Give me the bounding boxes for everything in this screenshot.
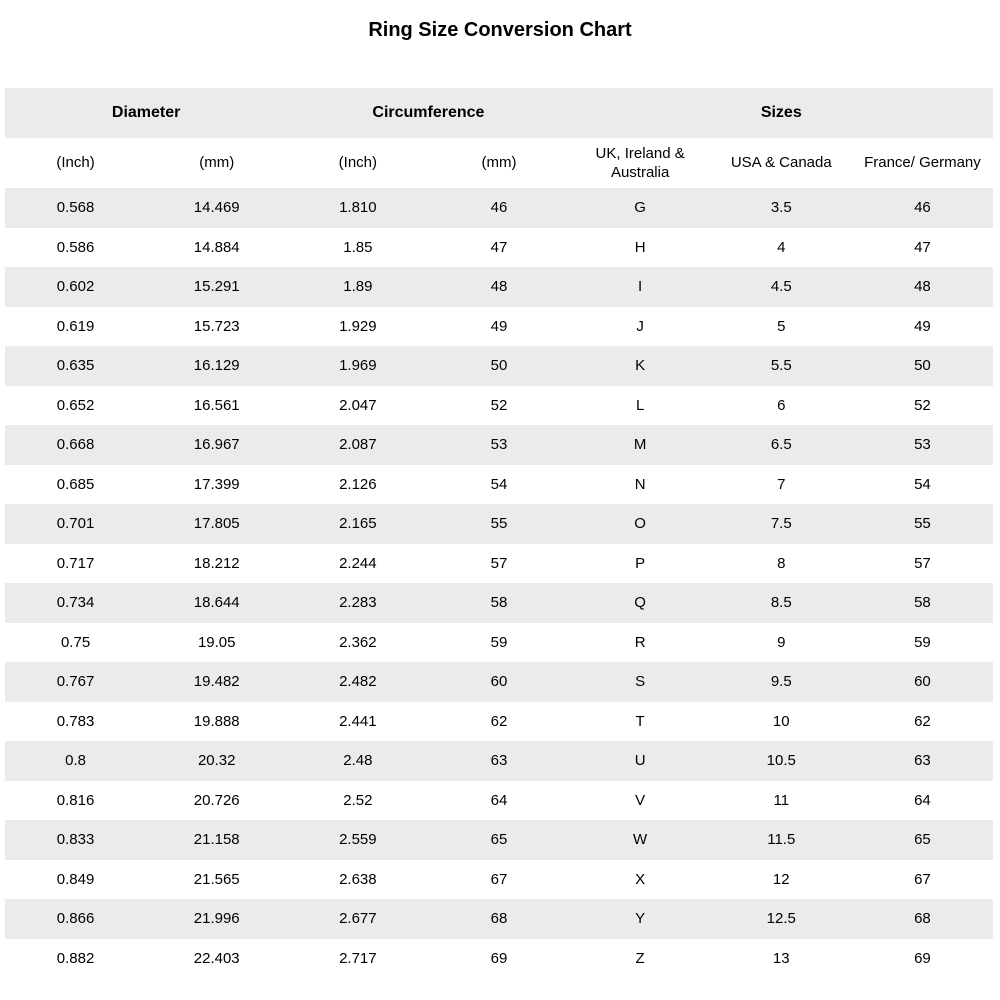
table-cell: 54: [490, 475, 508, 493]
table-cell: 19.482: [193, 673, 240, 691]
table-cell: 2.087: [339, 436, 377, 454]
table-cell: 11.5: [767, 831, 796, 849]
table-cell: 57: [914, 554, 931, 572]
page-title: Ring Size Conversion Chart: [368, 19, 632, 41]
table-cell: 0.635: [56, 357, 95, 375]
table-cell: 5: [777, 317, 786, 335]
subheader-row: [5, 138, 993, 188]
table-cell: 63: [914, 752, 931, 770]
table-cell: 65: [914, 831, 931, 849]
table-cell: 0.734: [56, 594, 95, 612]
table-cell: K: [635, 357, 646, 375]
table-cell: 68: [914, 910, 931, 928]
table-cell: U: [634, 752, 646, 770]
table-cell: 52: [490, 396, 508, 414]
table-cell: 0.668: [56, 436, 95, 454]
table-cell: 67: [490, 870, 508, 888]
table-cell: 15.723: [193, 317, 240, 335]
subheader-uk-ireland-australia: UK, Ireland & Australia: [570, 138, 711, 188]
subheader-france-germany: France/ Germany: [852, 138, 993, 188]
table-row: [5, 465, 993, 505]
table-cell: 0.586: [56, 238, 95, 256]
table-cell: 0.701: [56, 515, 95, 533]
table-row: [5, 267, 993, 307]
table-cell: 58: [490, 594, 508, 612]
table-cell: 52: [914, 396, 931, 414]
table-cell: 2.482: [339, 673, 377, 691]
table-cell: 2.52: [343, 791, 373, 809]
table-cell: 8: [777, 554, 786, 572]
table-cell: 6: [777, 396, 786, 414]
table-cell: 19.05: [197, 633, 236, 651]
table-cell: 55: [490, 515, 508, 533]
table-cell: 20.32: [197, 752, 236, 770]
table-cell: 69: [914, 949, 931, 967]
table-cell: 7.5: [770, 515, 792, 533]
table-row: [5, 860, 993, 900]
table-row: [5, 820, 993, 860]
table-cell: 2.48: [343, 752, 373, 770]
table-cell: 53: [490, 436, 508, 454]
table-cell: 2.244: [339, 554, 377, 572]
table-cell: I: [638, 278, 643, 296]
table-cell: V: [635, 791, 646, 809]
table-row: [5, 623, 993, 663]
table-cell: 2.638: [339, 870, 377, 888]
table-cell: 6.5: [770, 436, 792, 454]
subheader-usa-canada: USA & Canada: [711, 138, 852, 188]
table-cell: 10: [772, 712, 790, 730]
table-cell: 48: [490, 278, 508, 296]
table-cell: 0.833: [56, 831, 95, 849]
table-cell: 1.969: [339, 357, 377, 375]
table-cell: 0.75: [60, 633, 91, 651]
table-cell: 4: [777, 238, 786, 256]
table-cell: Q: [634, 594, 646, 612]
table-cell: 67: [914, 870, 931, 888]
table-cell: 2.362: [339, 633, 377, 651]
table-cell: 49: [914, 317, 931, 335]
table-cell: 17.399: [193, 475, 240, 493]
table-row: [5, 741, 993, 781]
table-cell: J: [636, 317, 644, 335]
table-cell: 13: [772, 949, 790, 967]
group-header-diameter: Diameter: [5, 88, 287, 138]
table-cell: 2.559: [339, 831, 377, 849]
subheader-diameter-inch: (Inch): [5, 138, 146, 188]
table-cell: O: [634, 515, 646, 533]
table-cell: 5.5: [770, 357, 792, 375]
table-cell: S: [635, 673, 646, 691]
table-cell: 0.866: [56, 910, 95, 928]
table-cell: 60: [914, 673, 931, 691]
table-cell: 1.810: [339, 199, 377, 217]
table-row: [5, 228, 993, 268]
table-cell: 7: [777, 475, 786, 493]
table-cell: W: [633, 831, 648, 849]
table-cell: 2.441: [339, 712, 377, 730]
table-row: [5, 504, 993, 544]
table-cell: 2.126: [339, 475, 377, 493]
table-cell: 2.717: [339, 949, 377, 967]
table-cell: Z: [635, 949, 645, 967]
table-cell: 0.849: [56, 870, 95, 888]
table-cell: 57: [490, 554, 508, 572]
table-cell: 0.652: [56, 396, 95, 414]
table-cell: 2.047: [339, 396, 377, 414]
table-cell: 53: [914, 436, 931, 454]
table-cell: 64: [490, 791, 508, 809]
table-row: [5, 899, 993, 939]
table-cell: 50: [490, 357, 508, 375]
table-cell: 50: [914, 357, 931, 375]
table-cell: G: [634, 199, 646, 217]
table-cell: 18.212: [193, 554, 240, 572]
table-cell: 69: [490, 949, 508, 967]
group-header-circumference: Circumference: [287, 88, 569, 138]
table-cell: 15.291: [193, 278, 240, 296]
table-cell: 16.129: [193, 357, 240, 375]
table-cell: 1.89: [343, 278, 373, 296]
group-header-row: [5, 88, 993, 138]
table-cell: 21.996: [193, 910, 240, 928]
table-cell: 0.8: [65, 752, 86, 770]
table-cell: 59: [490, 633, 508, 651]
table-cell: 46: [914, 199, 931, 217]
table-row: [5, 307, 993, 347]
table-cell: 63: [490, 752, 508, 770]
table-cell: R: [634, 633, 646, 651]
table-row: [5, 425, 993, 465]
table-cell: 62: [914, 712, 931, 730]
table-cell: 60: [490, 673, 508, 691]
table-cell: 62: [490, 712, 508, 730]
table-cell: 0.602: [56, 278, 95, 296]
table-cell: 12.5: [766, 910, 796, 928]
table-cell: 16.967: [193, 436, 240, 454]
table-cell: 11: [773, 791, 790, 809]
table-cell: 22.403: [193, 949, 240, 967]
table-cell: 0.685: [56, 475, 95, 493]
table-row: [5, 544, 993, 584]
table-cell: 1.929: [339, 317, 377, 335]
table-cell: 12: [772, 870, 790, 888]
table-cell: 0.568: [56, 199, 95, 217]
table-cell: 47: [490, 238, 508, 256]
table-cell: H: [634, 238, 646, 256]
table-cell: 49: [490, 317, 508, 335]
table-cell: 21.158: [193, 831, 240, 849]
subheader-circumference-mm: (mm): [428, 138, 569, 188]
table-body: [5, 188, 993, 978]
table-row: [5, 386, 993, 426]
table-cell: 58: [914, 594, 931, 612]
subheader-diameter-mm: (mm): [146, 138, 287, 188]
table-row: [5, 781, 993, 821]
table-cell: 17.805: [193, 515, 240, 533]
table-cell: 14.469: [193, 199, 240, 217]
table-cell: 19.888: [193, 712, 240, 730]
table-cell: 9.5: [770, 673, 792, 691]
table-cell: 20.726: [193, 791, 240, 809]
table-cell: 48: [914, 278, 931, 296]
table-cell: 0.816: [56, 791, 95, 809]
table-cell: 0.619: [56, 317, 95, 335]
table-cell: N: [634, 475, 646, 493]
table-cell: 47: [914, 238, 931, 256]
table-cell: X: [635, 870, 646, 888]
table-cell: 54: [914, 475, 931, 493]
table-header: [5, 88, 993, 188]
table-cell: 16.561: [193, 396, 240, 414]
table-cell: 0.882: [56, 949, 95, 967]
table-cell: 18.644: [193, 594, 240, 612]
table-cell: 59: [914, 633, 931, 651]
table-cell: 10.5: [766, 752, 796, 770]
table-cell: 8.5: [770, 594, 792, 612]
table-row: [5, 702, 993, 742]
table-cell: 14.884: [193, 238, 240, 256]
table-cell: 2.283: [339, 594, 377, 612]
table-cell: 65: [490, 831, 508, 849]
table-cell: 64: [914, 791, 931, 809]
table-cell: 0.717: [56, 554, 95, 572]
table-cell: 9: [777, 633, 786, 651]
table-cell: 2.165: [339, 515, 377, 533]
table-cell: 1.85: [343, 238, 373, 256]
table-cell: 3.5: [770, 199, 792, 217]
table-cell: L: [635, 396, 645, 414]
table-row: [5, 583, 993, 623]
table-cell: P: [635, 554, 646, 572]
table-row: [5, 662, 993, 702]
table-cell: 0.767: [56, 673, 95, 691]
group-header-sizes: Sizes: [570, 88, 993, 138]
ring-size-table: [5, 88, 993, 978]
table-cell: 46: [490, 199, 508, 217]
table-cell: 68: [490, 910, 508, 928]
table-cell: Y: [635, 910, 646, 928]
table-row: [5, 939, 993, 979]
table-cell: 0.783: [56, 712, 95, 730]
table-row: [5, 346, 993, 386]
table-cell: 2.677: [339, 910, 377, 928]
table-cell: 4.5: [770, 278, 792, 296]
table-cell: 55: [914, 515, 931, 533]
subheader-circumference-inch: (Inch): [287, 138, 428, 188]
table-cell: T: [635, 712, 645, 730]
table-row: [5, 188, 993, 228]
table-cell: M: [633, 436, 647, 454]
table-cell: 21.565: [193, 870, 240, 888]
